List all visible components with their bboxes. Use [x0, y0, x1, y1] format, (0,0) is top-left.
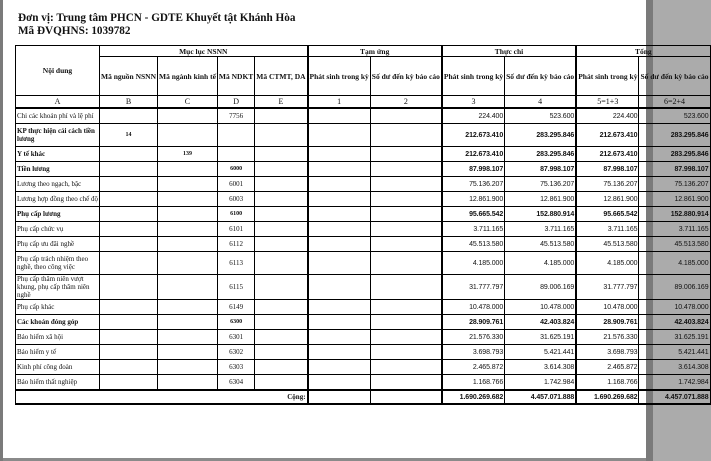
- cell-tc-sd: 3.614.308: [505, 360, 577, 375]
- cell-t-ps: 2.465.872: [576, 360, 639, 375]
- cell-t-sd: 3.711.165: [639, 222, 710, 237]
- col-index: 6=2+4: [639, 96, 710, 109]
- cell-nganh: [158, 108, 218, 124]
- cell-tu-ps: [308, 237, 371, 252]
- cell-tc-ps: 2.465.872: [442, 360, 505, 375]
- cell-tc-ps: 4.185.000: [442, 252, 505, 275]
- cell-nganh: [158, 222, 218, 237]
- cell-tc-sd: 42.403.824: [505, 315, 577, 330]
- table-row: [16, 375, 711, 391]
- cell-ctmt: [255, 147, 308, 162]
- cell-label: KP thực hiện cải cách tiền lương: [16, 124, 100, 147]
- cell-ndkt: 6300: [217, 315, 254, 330]
- cell-tu-sd: [370, 237, 442, 252]
- cell-t-ps: 75.136.207: [576, 177, 639, 192]
- cell-ctmt: [255, 375, 308, 391]
- col-header-tu-phat-sinh: Phát sinh trong kỳ: [308, 57, 371, 96]
- cell-t-ps: 212.673.410: [576, 124, 639, 147]
- cell-nguon: [100, 147, 158, 162]
- cell-tc-ps: 95.665.542: [442, 207, 505, 222]
- cell-ctmt: [255, 222, 308, 237]
- cell-tu-ps: [308, 330, 371, 345]
- cell-ndkt: 6113: [217, 252, 254, 275]
- cell-ndkt: 6112: [217, 237, 254, 252]
- col-index: A: [16, 96, 100, 109]
- cell-label: Phụ cấp chức vụ: [16, 222, 100, 237]
- cell-nganh: [158, 345, 218, 360]
- cell-t-sd: 5.421.441: [639, 345, 710, 360]
- cell-tc-sd: 45.513.580: [505, 237, 577, 252]
- cell-ndkt: 6115: [217, 275, 254, 300]
- cell-ndkt: 6303: [217, 360, 254, 375]
- cell-t-sd: 4.185.000: [639, 252, 710, 275]
- cell-label: Bảo hiểm thất nghiệp: [16, 375, 100, 391]
- cell-t-sd: 45.513.580: [639, 237, 710, 252]
- cell-tu-sd: [370, 300, 442, 315]
- cell-ndkt: 6149: [217, 300, 254, 315]
- cell-label: Các khoản đóng góp: [16, 315, 100, 330]
- cell-t-sd: 10.478.000: [639, 300, 710, 315]
- cell-tu-sd: [370, 275, 442, 300]
- table-row: [16, 162, 711, 177]
- cell-nguon: [100, 375, 158, 391]
- cell-ctmt: [255, 177, 308, 192]
- col-header-tc-so-du: Số dư đến kỳ báo cáo: [505, 57, 577, 96]
- cell-t-ps: 224.400: [576, 108, 639, 124]
- cell-tc-ps: 3.711.165: [442, 222, 505, 237]
- table-body: [16, 108, 711, 390]
- table-row: [16, 252, 711, 275]
- cell-tc-ps: 45.513.580: [442, 237, 505, 252]
- cell-t-ps: 28.909.761: [576, 315, 639, 330]
- cell-tc-ps: 28.909.761: [442, 315, 505, 330]
- cell-tu-sd: [370, 192, 442, 207]
- cell-tc-ps: 75.136.207: [442, 177, 505, 192]
- cell-label: Lương hợp đồng theo chế độ: [16, 192, 100, 207]
- cell-tu-ps: [308, 108, 371, 124]
- unit-name: Đơn vị: Trung tâm PHCN - GDTE Khuyết tật Khánh Hòa: [18, 12, 296, 24]
- cell-nguon: [100, 207, 158, 222]
- cell-nganh: [158, 252, 218, 275]
- cell-t-sd: 1.742.984: [639, 375, 710, 391]
- cell-tu-ps: [308, 345, 371, 360]
- cell-ctmt: [255, 252, 308, 275]
- total-t-ps: 1.690.269.682: [576, 390, 639, 404]
- cell-nguon: [100, 300, 158, 315]
- cell-nguon: [100, 345, 158, 360]
- cell-ctmt: [255, 315, 308, 330]
- cell-nganh: [158, 207, 218, 222]
- table-row: [16, 124, 711, 147]
- cell-t-ps: 4.185.000: [576, 252, 639, 275]
- cell-t-sd: 87.998.107: [639, 162, 710, 177]
- col-index: E: [255, 96, 308, 109]
- cell-t-ps: 1.168.766: [576, 375, 639, 391]
- cell-tc-ps: 1.168.766: [442, 375, 505, 391]
- table-row: [16, 315, 711, 330]
- cell-tc-sd: 283.295.846: [505, 147, 577, 162]
- cell-tu-sd: [370, 108, 442, 124]
- cell-nganh: 139: [158, 147, 218, 162]
- cell-ndkt: 6101: [217, 222, 254, 237]
- cell-label: Phụ cấp trách nhiệm theo nghề, theo công việc: [16, 252, 100, 275]
- total-tu-ps: [308, 390, 371, 404]
- cell-ctmt: [255, 300, 308, 315]
- cell-label: Bảo hiểm y tế: [16, 345, 100, 360]
- cell-nguon: [100, 237, 158, 252]
- table-row: [16, 275, 711, 300]
- cell-tu-ps: [308, 252, 371, 275]
- table-row: [16, 207, 711, 222]
- cell-tc-sd: 3.711.165: [505, 222, 577, 237]
- cell-ctmt: [255, 330, 308, 345]
- group-header-muc-luc: Mục lục NSNN: [100, 46, 308, 57]
- cell-ndkt: 6003: [217, 192, 254, 207]
- total-label: Cộng:: [16, 390, 308, 404]
- table-row: [16, 330, 711, 345]
- cell-ctmt: [255, 345, 308, 360]
- total-row: [16, 390, 711, 404]
- cell-nganh: [158, 315, 218, 330]
- cell-ndkt: 6304: [217, 375, 254, 391]
- cell-label: Phụ cấp ưu đãi nghề: [16, 237, 100, 252]
- cell-ndkt: 6100: [217, 207, 254, 222]
- cell-nganh: [158, 237, 218, 252]
- cell-tc-ps: 3.698.793: [442, 345, 505, 360]
- cell-tu-sd: [370, 375, 442, 391]
- table-row: [16, 345, 711, 360]
- cell-nguon: [100, 275, 158, 300]
- cell-tu-ps: [308, 162, 371, 177]
- cell-ndkt: [217, 124, 254, 147]
- cell-t-ps: 95.665.542: [576, 207, 639, 222]
- col-header-ma-nguon: Mã nguồn NSNN: [100, 57, 158, 96]
- cell-tc-sd: 75.136.207: [505, 177, 577, 192]
- cell-tu-sd: [370, 147, 442, 162]
- cell-ctmt: [255, 192, 308, 207]
- cell-label: Chi các khoản phí và lệ phí: [16, 108, 100, 124]
- cell-t-ps: 212.673.410: [576, 147, 639, 162]
- table-row: [16, 360, 711, 375]
- cell-tu-ps: [308, 375, 371, 391]
- cell-tu-sd: [370, 315, 442, 330]
- col-header-content: Nội dung: [16, 46, 100, 96]
- cell-t-sd: 523.600: [639, 108, 710, 124]
- cell-t-sd: 75.136.207: [639, 177, 710, 192]
- cell-tu-sd: [370, 360, 442, 375]
- cell-t-sd: 89.006.169: [639, 275, 710, 300]
- cell-nguon: [100, 162, 158, 177]
- cell-label: Phụ cấp lương: [16, 207, 100, 222]
- cell-ctmt: [255, 360, 308, 375]
- cell-tc-ps: 224.400: [442, 108, 505, 124]
- cell-tc-ps: 31.777.797: [442, 275, 505, 300]
- cell-tc-sd: 152.880.914: [505, 207, 577, 222]
- table-row: [16, 300, 711, 315]
- cell-tu-ps: [308, 315, 371, 330]
- cell-ndkt: 6001: [217, 177, 254, 192]
- cell-nganh: [158, 375, 218, 391]
- cell-ctmt: [255, 124, 308, 147]
- unit-code: Mã ĐVQHNS: 1039782: [18, 25, 131, 37]
- table-row: [16, 177, 711, 192]
- col-index: 4: [505, 96, 577, 109]
- group-header-tam-ung: Tạm ứng: [308, 46, 442, 57]
- col-header-t-so-du: Số dư đến kỳ báo cáo: [639, 57, 710, 96]
- cell-tu-sd: [370, 207, 442, 222]
- cell-t-sd: 31.625.191: [639, 330, 710, 345]
- cell-tu-sd: [370, 252, 442, 275]
- cell-nganh: [158, 275, 218, 300]
- cell-tu-ps: [308, 207, 371, 222]
- cell-nguon: [100, 192, 158, 207]
- cell-ctmt: [255, 275, 308, 300]
- cell-ndkt: [217, 147, 254, 162]
- cell-t-ps: 12.861.900: [576, 192, 639, 207]
- cell-nguon: [100, 315, 158, 330]
- col-index: D: [217, 96, 254, 109]
- cell-tc-sd: 4.185.000: [505, 252, 577, 275]
- cell-ctmt: [255, 108, 308, 124]
- cell-tu-ps: [308, 124, 371, 147]
- total-t-sd: 4.457.071.888: [639, 390, 710, 404]
- cell-tc-ps: 21.576.330: [442, 330, 505, 345]
- cell-nguon: [100, 252, 158, 275]
- cell-t-sd: 42.403.824: [639, 315, 710, 330]
- budget-table: [15, 45, 711, 405]
- cell-ndkt: 6000: [217, 162, 254, 177]
- col-header-tu-so-du: Số dư đến kỳ báo cáo: [370, 57, 442, 96]
- cell-tu-ps: [308, 147, 371, 162]
- report-header: [18, 12, 295, 38]
- group-header-tong: Tổng: [576, 46, 710, 57]
- cell-nganh: [158, 177, 218, 192]
- total-tc-sd: 4.457.071.888: [505, 390, 577, 404]
- col-header-ma-nganh: Mã ngành kinh tế: [158, 57, 218, 96]
- cell-t-ps: 3.711.165: [576, 222, 639, 237]
- col-index: B: [100, 96, 158, 109]
- cell-label: Bảo hiểm xã hội: [16, 330, 100, 345]
- cell-tc-sd: 523.600: [505, 108, 577, 124]
- cell-tu-ps: [308, 360, 371, 375]
- cell-label: Kinh phí công đoàn: [16, 360, 100, 375]
- cell-tu-sd: [370, 222, 442, 237]
- cell-tu-sd: [370, 162, 442, 177]
- table-row: [16, 237, 711, 252]
- table-row: [16, 192, 711, 207]
- cell-t-sd: 283.295.846: [639, 124, 710, 147]
- col-index: 1: [308, 96, 371, 109]
- cell-label: Phụ cấp thâm niên vượt khung, phụ cấp thâm niên nghề: [16, 275, 100, 300]
- cell-tc-ps: 87.998.107: [442, 162, 505, 177]
- cell-tc-ps: 212.673.410: [442, 147, 505, 162]
- cell-nguon: [100, 222, 158, 237]
- col-header-ma-ndkt: Mã NDKT: [217, 57, 254, 96]
- cell-nguon: [100, 360, 158, 375]
- col-index: C: [158, 96, 218, 109]
- cell-ndkt: 7756: [217, 108, 254, 124]
- total-tc-ps: 1.690.269.682: [442, 390, 505, 404]
- table-row: [16, 108, 711, 124]
- cell-nguon: [100, 108, 158, 124]
- cell-nganh: [158, 300, 218, 315]
- total-tu-sd: [370, 390, 442, 404]
- cell-ctmt: [255, 162, 308, 177]
- cell-tu-sd: [370, 124, 442, 147]
- cell-tc-ps: 10.478.000: [442, 300, 505, 315]
- cell-nganh: [158, 124, 218, 147]
- cell-ctmt: [255, 207, 308, 222]
- cell-ndkt: 6301: [217, 330, 254, 345]
- col-header-t-phat-sinh: Phát sinh trong kỳ: [576, 57, 639, 96]
- cell-tu-ps: [308, 275, 371, 300]
- cell-tu-ps: [308, 177, 371, 192]
- col-index: 3: [442, 96, 505, 109]
- cell-t-sd: 12.861.900: [639, 192, 710, 207]
- col-header-tc-phat-sinh: Phát sinh trong kỳ: [442, 57, 505, 96]
- cell-t-ps: 87.998.107: [576, 162, 639, 177]
- cell-tc-sd: 87.998.107: [505, 162, 577, 177]
- cell-label: Tiền lương: [16, 162, 100, 177]
- cell-tu-sd: [370, 345, 442, 360]
- cell-t-ps: 31.777.797: [576, 275, 639, 300]
- cell-nganh: [158, 330, 218, 345]
- cell-t-ps: 45.513.580: [576, 237, 639, 252]
- cell-t-sd: 3.614.308: [639, 360, 710, 375]
- cell-tu-sd: [370, 177, 442, 192]
- table-row: [16, 147, 711, 162]
- cell-t-sd: 152.880.914: [639, 207, 710, 222]
- col-header-ma-ctmt: Mã CTMT, DA: [255, 57, 308, 96]
- cell-tu-sd: [370, 330, 442, 345]
- cell-tc-ps: 212.673.410: [442, 124, 505, 147]
- cell-ctmt: [255, 237, 308, 252]
- cell-label: Lương theo ngạch, bậc: [16, 177, 100, 192]
- cell-tu-ps: [308, 192, 371, 207]
- cell-nganh: [158, 360, 218, 375]
- table-row: [16, 222, 711, 237]
- cell-tu-ps: [308, 300, 371, 315]
- cell-nguon: [100, 177, 158, 192]
- cell-t-ps: 21.576.330: [576, 330, 639, 345]
- cell-t-sd: 283.295.846: [639, 147, 710, 162]
- cell-nganh: [158, 162, 218, 177]
- cell-ndkt: 6302: [217, 345, 254, 360]
- cell-label: Phụ cấp khác: [16, 300, 100, 315]
- col-index: 2: [370, 96, 442, 109]
- column-index-row: [16, 96, 711, 109]
- cell-t-ps: 3.698.793: [576, 345, 639, 360]
- group-header-thuc-chi: Thực chi: [442, 46, 576, 57]
- cell-tu-ps: [308, 222, 371, 237]
- cell-tc-sd: 5.421.441: [505, 345, 577, 360]
- cell-tc-sd: 1.742.984: [505, 375, 577, 391]
- cell-tc-sd: 283.295.846: [505, 124, 577, 147]
- cell-nganh: [158, 192, 218, 207]
- cell-tc-ps: 12.861.900: [442, 192, 505, 207]
- cell-nguon: 14: [100, 124, 158, 147]
- cell-tc-sd: 12.861.900: [505, 192, 577, 207]
- cell-tc-sd: 10.478.000: [505, 300, 577, 315]
- cell-label: Y tế khác: [16, 147, 100, 162]
- cell-nguon: [100, 330, 158, 345]
- cell-tc-sd: 89.006.169: [505, 275, 577, 300]
- report-page: [3, 0, 709, 461]
- cell-t-ps: 10.478.000: [576, 300, 639, 315]
- cell-tc-sd: 31.625.191: [505, 330, 577, 345]
- col-index: 5=1+3: [576, 96, 639, 109]
